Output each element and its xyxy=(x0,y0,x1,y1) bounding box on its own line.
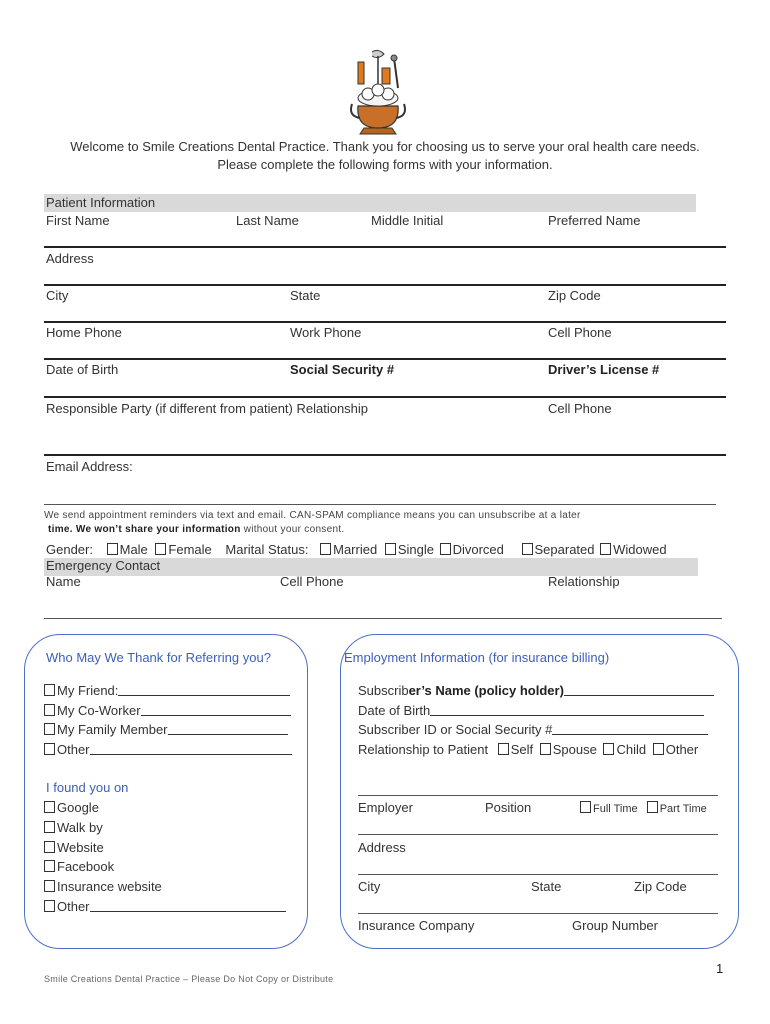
responsible-field-line[interactable] xyxy=(44,454,726,456)
friend-field[interactable] xyxy=(118,684,290,696)
full-time-checkbox[interactable] xyxy=(580,801,591,813)
address-emp-line[interactable] xyxy=(358,834,718,835)
subscriber-id-label: Subscriber ID or Social Security # xyxy=(358,722,553,737)
female-label: Female xyxy=(168,542,212,557)
emergency-field-line[interactable] xyxy=(44,618,722,619)
phone-field-line[interactable] xyxy=(44,358,726,360)
insurance-line[interactable] xyxy=(358,913,718,914)
divorced-checkbox[interactable] xyxy=(440,543,451,555)
coworker-field[interactable] xyxy=(141,704,291,716)
zip-label: Zip Code xyxy=(548,288,601,303)
self-label: Self xyxy=(510,742,534,757)
married-label: Married xyxy=(333,542,378,557)
cell-phone-label: Cell Phone xyxy=(548,325,612,340)
insurance-website-label: Insurance website xyxy=(57,879,162,894)
city-emp-line[interactable] xyxy=(358,874,718,875)
coworker-label: My Co-Worker xyxy=(57,703,141,718)
preferred-name-label: Preferred Name xyxy=(548,213,641,228)
email-label: Email Address: xyxy=(46,459,133,474)
separated-label: Separated xyxy=(534,542,595,557)
responsible-cell-label: Cell Phone xyxy=(548,401,612,416)
spouse-label: Spouse xyxy=(552,742,597,757)
part-time-checkbox[interactable] xyxy=(647,801,658,813)
relationship-label: Relationship to Patient xyxy=(358,742,489,757)
last-name-label: Last Name xyxy=(236,213,299,228)
notice-line2: without your consent. xyxy=(240,524,345,535)
full-time-label: Full Time xyxy=(593,803,638,815)
website-label: Website xyxy=(57,840,104,855)
referral-title: Who May We Thank for Referring you? xyxy=(46,650,271,665)
address-label: Address xyxy=(46,251,94,266)
city-field-line[interactable] xyxy=(44,321,726,323)
friend-checkbox[interactable] xyxy=(44,684,55,696)
other-rel-label: Other xyxy=(665,742,699,757)
facebook-checkbox[interactable] xyxy=(44,860,55,872)
employer-line[interactable] xyxy=(358,795,718,796)
responsible-party-label: Responsible Party (if different from patient) Relationship xyxy=(46,401,369,416)
position-label: Position xyxy=(485,800,532,815)
home-phone-label: Home Phone xyxy=(46,325,122,340)
spouse-checkbox[interactable] xyxy=(540,743,551,755)
other-referral-field[interactable] xyxy=(90,743,292,755)
other-rel-checkbox[interactable] xyxy=(653,743,664,755)
other-found-label: Other xyxy=(57,899,90,914)
female-checkbox[interactable] xyxy=(155,543,166,555)
first-name-label: First Name xyxy=(46,213,110,228)
employer-label: Employer xyxy=(358,800,413,815)
employment-title: Employment Information (for insurance billing) xyxy=(344,650,610,665)
family-field[interactable] xyxy=(168,723,288,735)
emergency-cell-label: Cell Phone xyxy=(280,574,344,589)
license-label: Driver’s License # xyxy=(548,362,660,377)
child-checkbox[interactable] xyxy=(603,743,614,755)
walkby-checkbox[interactable] xyxy=(44,821,55,833)
city-label: City xyxy=(46,288,69,303)
page-number: 1 xyxy=(716,961,724,976)
welcome-text: Welcome to Smile Creations Dental Practice. Thank you for choosing us to serve your oral health care needs. xyxy=(70,139,700,154)
emergency-name-label: Name xyxy=(46,574,81,589)
google-label: Google xyxy=(57,800,99,815)
single-label: Single xyxy=(397,542,434,557)
child-label: Child xyxy=(616,742,647,757)
work-phone-label: Work Phone xyxy=(290,325,362,340)
facebook-label: Facebook xyxy=(57,859,115,874)
google-checkbox[interactable] xyxy=(44,801,55,813)
group-number-label: Group Number xyxy=(572,918,658,933)
footer-text: Smile Creations Dental Practice – Please Do Not Copy or Distribute xyxy=(44,974,334,984)
insurance-company-label: Insurance Company xyxy=(358,918,475,933)
patient-section-title: Patient Information xyxy=(46,195,156,210)
subscriber-label-b: er’s Name (policy holder) xyxy=(408,683,564,698)
insurance-website-checkbox[interactable] xyxy=(44,880,55,892)
male-checkbox[interactable] xyxy=(107,543,118,555)
middle-initial-label: Middle Initial xyxy=(371,213,444,228)
subscriber-label-a: Subscrib xyxy=(358,683,409,698)
employment-box xyxy=(340,634,739,949)
website-checkbox[interactable] xyxy=(44,841,55,853)
coworker-checkbox[interactable] xyxy=(44,704,55,716)
email-field-line[interactable] xyxy=(44,504,716,505)
found-you-title: I found you on xyxy=(46,780,129,795)
marital-status-label: Marital Status: xyxy=(225,542,309,557)
subscriber-field[interactable] xyxy=(564,684,714,696)
ssn-label: Social Security # xyxy=(290,362,395,377)
other-found-checkbox[interactable] xyxy=(44,900,55,912)
subscriber-id-field[interactable] xyxy=(552,723,708,735)
family-label: My Family Member xyxy=(57,722,168,737)
married-checkbox[interactable] xyxy=(320,543,331,555)
sub-dob-label: Date of Birth xyxy=(358,703,431,718)
notice-line1: We send appointment reminders via text and email. CAN-SPAM compliance means you can unsubscribe at a later xyxy=(44,510,581,521)
dob-label: Date of Birth xyxy=(46,362,119,377)
self-checkbox[interactable] xyxy=(498,743,509,755)
address-field-line[interactable] xyxy=(44,284,726,286)
sub-dob-field[interactable] xyxy=(430,704,704,716)
name-field-line[interactable] xyxy=(44,246,726,248)
gender-label: Gender: xyxy=(46,542,93,557)
male-label: Male xyxy=(119,542,148,557)
separated-checkbox[interactable] xyxy=(522,543,533,555)
emergency-relationship-label: Relationship xyxy=(548,574,620,589)
widowed-checkbox[interactable] xyxy=(600,543,611,555)
walkby-label: Walk by xyxy=(57,820,103,835)
family-checkbox[interactable] xyxy=(44,723,55,735)
emp-zip-label: Zip Code xyxy=(634,879,687,894)
divorced-label: Divorced xyxy=(452,542,504,557)
other-referral-checkbox[interactable] xyxy=(44,743,55,755)
emp-city-label: City xyxy=(358,879,381,894)
state-label: State xyxy=(290,288,321,303)
friend-label: My Friend: xyxy=(57,683,119,698)
dental-practice-logo-icon xyxy=(338,48,418,136)
emp-state-label: State xyxy=(531,879,562,894)
emergency-section-title: Emergency Contact xyxy=(46,558,161,573)
other-found-field[interactable] xyxy=(90,900,286,912)
other-referral-label: Other xyxy=(57,742,90,757)
notice-line2-bold: time. We won’t share your information xyxy=(48,524,241,535)
part-time-label: Part Time xyxy=(659,803,707,815)
emp-address-label: Address xyxy=(358,840,406,855)
dob-field-line[interactable] xyxy=(44,396,726,398)
single-checkbox[interactable] xyxy=(385,543,396,555)
widowed-label: Widowed xyxy=(613,542,667,557)
instructions-text: Please complete the following forms with your information. xyxy=(217,157,553,172)
